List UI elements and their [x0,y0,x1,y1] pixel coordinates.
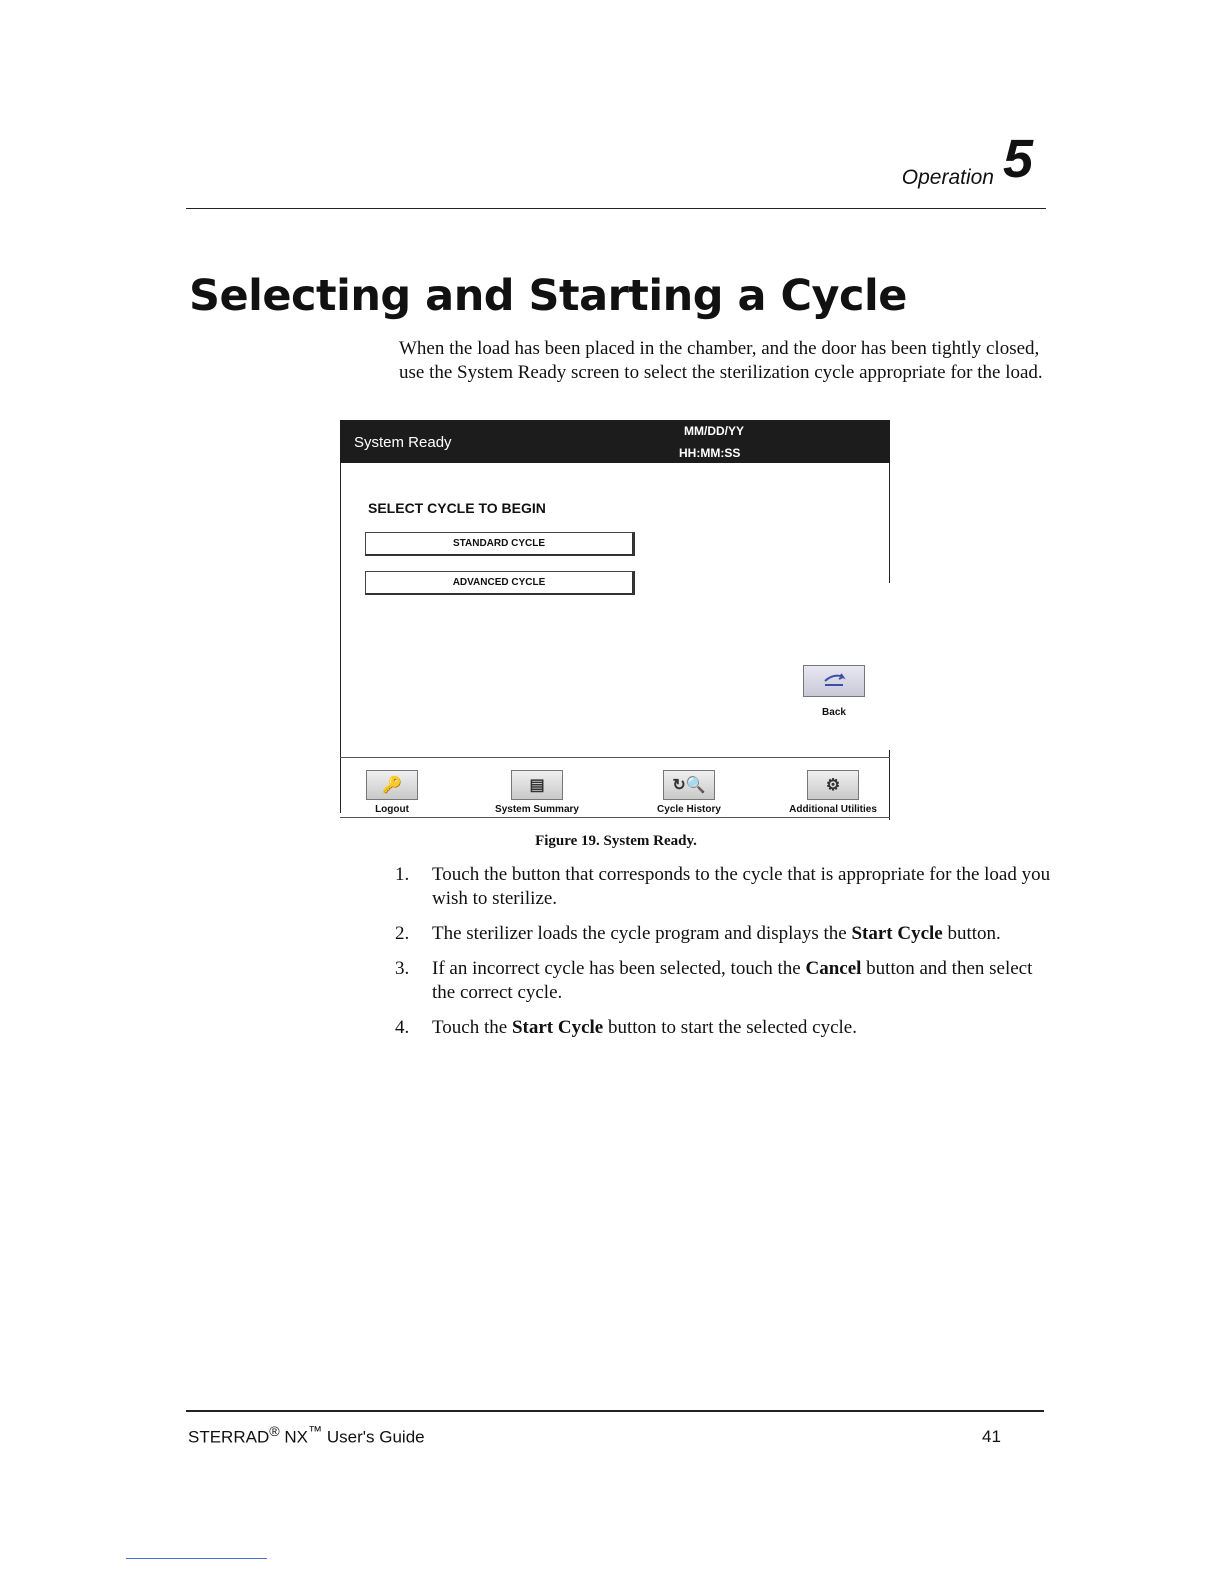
footer-guide: User's Guide [322,1427,425,1447]
step-bold: Start Cycle [511,1017,604,1038]
footer-product: NX [279,1427,309,1447]
nav-bottom-rule [340,817,890,818]
step-text: button to start the selected cycle. [603,1017,857,1038]
step-number: 1. [395,864,410,885]
step-item [395,957,1055,1005]
standard-cycle-button[interactable]: STANDARD CYCLE [365,532,635,556]
nav-divider [340,757,890,758]
logout-button[interactable] [327,770,457,815]
cycle-history-label: Cycle History [657,804,721,815]
additional-utilities-label: Additional Utilities [789,804,877,815]
step-bold: Start Cycle [851,923,943,944]
chapter-number: 5 [1003,129,1034,189]
figure-caption: Figure 19. System Ready. [535,833,697,849]
system-ready-screen [340,420,890,820]
step-text: Touch the button that corresponds to the cycle that is appropriate for the load you wish to sterilize. [432,864,1051,909]
step-item [395,1016,1055,1040]
logout-keys-icon: 🔑 [366,770,418,800]
footer-brand: STERRAD [188,1427,270,1447]
screen-titlebar [340,420,890,463]
advanced-cycle-button[interactable]: ADVANCED CYCLE [365,571,635,595]
system-summary-label: System Summary [495,804,579,815]
section-title: Selecting and Starting a Cycle [189,271,907,321]
screen-border [340,463,341,813]
step-text: button. [942,923,1001,944]
cycle-history-button[interactable] [624,770,754,815]
registered-mark: ® [269,1424,280,1440]
back-arrow-icon [803,665,865,697]
screen-time: HH:MM:SS [679,446,741,460]
screen-date: MM/DD/YY [684,424,744,438]
footer-title [188,1424,425,1448]
step-bold: Cancel [805,958,862,979]
back-label: Back [822,707,846,718]
system-summary-button[interactable] [472,770,602,815]
select-cycle-prompt: SELECT CYCLE TO BEGIN [368,500,546,516]
step-text: The sterilizer loads the cycle program and displays the [432,923,852,944]
step-number: 4. [395,1017,410,1038]
back-button[interactable] [802,665,866,718]
page-number: 41 [982,1427,1001,1446]
bottom-line [126,1558,267,1559]
trademark-mark: ™ [308,1424,323,1440]
chapter-label: Operation [901,166,994,189]
additional-utilities-button[interactable] [768,770,898,815]
intro-paragraph: When the load has been placed in the chamber, and the door has been tightly closed, use the System Ready screen to select the sterilization cycle appropriate for the load. [399,338,1043,383]
step-number: 3. [395,958,410,979]
step-text: If an incorrect cycle has been selected, touch the [432,958,806,979]
system-summary-icon: ▤ [511,770,563,800]
screen-title: System Ready [354,434,452,451]
cycle-history-icon: ↻🔍 [663,770,715,800]
additional-utilities-icon: ⚙ [807,770,859,800]
header-rule [186,208,1046,209]
step-number: 2. [395,923,410,944]
screen-border [889,463,890,583]
steps-list [395,863,1055,1051]
step-text: button and then select the correct cycle. [432,958,1033,1003]
logout-label: Logout [375,804,409,815]
step-text: Touch the [432,1017,512,1038]
step-item [395,863,1055,911]
step-item [395,922,1055,946]
footer-rule [186,1410,1044,1412]
